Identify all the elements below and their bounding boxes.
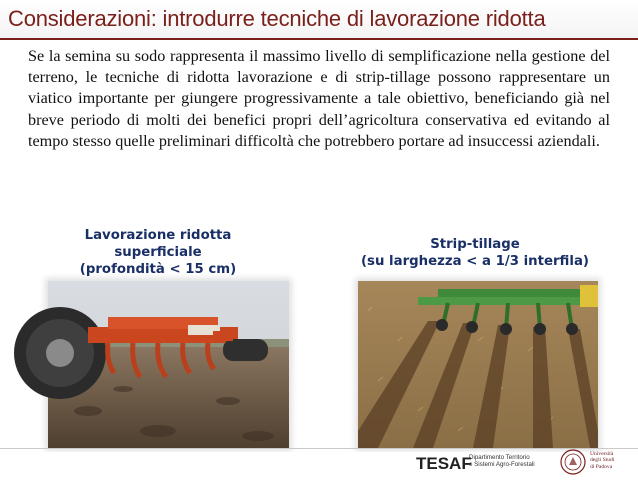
tesaf-logo: [416, 452, 472, 473]
department-line2: e Sistemi Agro-Forestali: [469, 461, 535, 468]
caption-right: [325, 236, 625, 270]
title-bar: [0, 0, 638, 38]
footer: [0, 452, 638, 479]
university-seal-icon: [560, 449, 586, 475]
body-paragraph: Se la semina su sodo rappresenta il massimo livello di semplificazione nella gestione del terreno, le tecniche di ridotta lavorazione e di strip-tillage possono rappresentare un viatico importante per giungere progressivamente a tale obiettivo, beneficiando già nel breve periodo di molti dei benefici propri dell’agricoltura conservativa ed evitando al tempo stesso quelle preliminari difficoltà che potrebbero portare ad insuccessi aziendali.: [28, 47, 610, 150]
caption-left-line2: superficiale: [114, 245, 202, 260]
caption-right-line1: Strip-tillage: [430, 237, 520, 252]
caption-left-line3: (profondità < 15 cm): [79, 262, 237, 277]
university-name: [590, 451, 614, 470]
department-name: [469, 454, 535, 468]
slide-title: Considerazioni: introdurre tecniche di lavorazione ridotta: [8, 6, 546, 31]
university-line1: Università: [590, 451, 614, 457]
caption-left-line1: Lavorazione ridotta: [84, 228, 232, 243]
caption-left: [44, 227, 272, 278]
tesaf-logo-text: TESAF: [416, 454, 472, 473]
field-cultivator-photo: [48, 281, 289, 448]
title-divider: [0, 38, 638, 40]
university-line2: degli Studi: [590, 457, 615, 464]
footer-divider: [0, 448, 638, 449]
caption-right-line2: (su larghezza < a 1/3 interfila): [360, 254, 590, 269]
department-line1: Dipartimento Territorio: [469, 454, 530, 461]
strip-tillage-photo: [358, 281, 598, 448]
university-line3: di Padova: [590, 463, 613, 470]
